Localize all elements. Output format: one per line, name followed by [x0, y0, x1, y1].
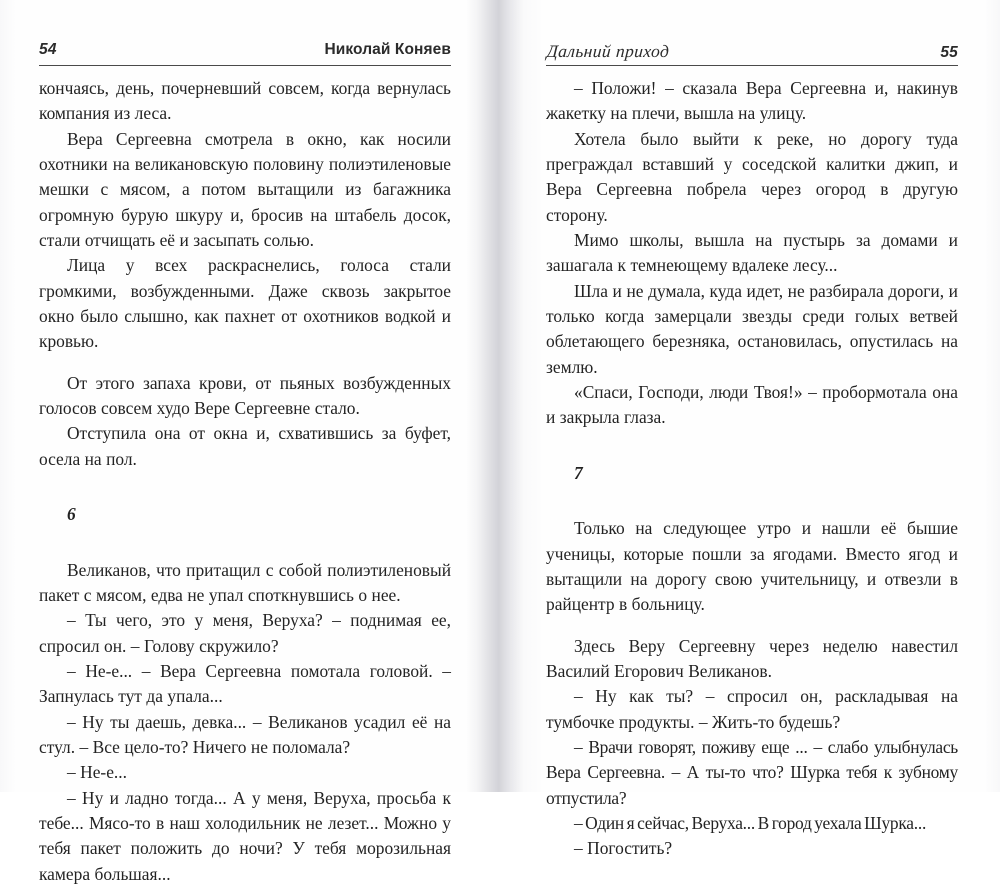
section-spacer-above	[546, 431, 958, 461]
paragraph: – Погостить?	[574, 838, 673, 859]
section-spacer-below	[546, 486, 958, 516]
running-head-rule-right	[546, 65, 958, 66]
section-spacer-below	[39, 528, 451, 558]
paragraph: – Ну ты даешь, девка... – Великанов усадил её на стул. – Все цело-то? Ничего не поломала?	[39, 711, 451, 757]
paragraph: Хотела было выйти к реке, но дорогу туда преграждал вставший у соседской калитки джип, и Вера Сергеевна побрела через огород в другую сторону.	[546, 128, 958, 225]
page-left	[39, 0, 451, 884]
section-number: 7	[574, 462, 583, 483]
running-head-title: Дальний приход	[546, 41, 671, 61]
section-number: 6	[67, 504, 76, 525]
section-spacer-above	[39, 472, 451, 502]
paragraph: Шла и не думала, куда идет, не разбирала дороги, и только когда замерцали звезды среди голых ветвей облетающего березняка, остановилась, опустилась на землю.	[546, 280, 958, 377]
paragraph: Мимо школы, вышла на пустырь за домами и зашагала к темнеющему вдалеке лесу...	[546, 230, 958, 276]
paragraph: От этого запаха крови, от пьяных возбужденных голосов совсем худо Вере Сергеевне стало.	[39, 372, 451, 419]
paragraph: – Один я сейчас, Веруха... В город уехала Шурка...	[574, 812, 927, 833]
paragraph: кончаясь, день, почерневший совсем, когда вернулась компания из леса.	[39, 78, 451, 124]
body-text-left	[39, 76, 451, 887]
paragraph: Лица у всех раскраснелись, голоса стали громкими, возбужденными. Даже сквозь закрытое окно было слышно, как пахнет от охотников водкой и кровью.	[39, 255, 451, 352]
paragraph: – Ты чего, это у меня, Веруха? – поднимая ее, спросил он. – Голову скружило?	[39, 610, 451, 656]
running-head-rule-left	[39, 65, 451, 66]
running-head-left	[39, 41, 451, 71]
paragraph: Здесь Веру Сергеевну через неделю навестил Василий Егорович Великанов.	[546, 635, 958, 681]
running-head-right	[546, 41, 958, 71]
page-right	[546, 0, 958, 859]
paragraph: Вера Сергеевна смотрела в окно, как носили охотники на великановскую половину полиэтиленовые мешки с мясом, а потом вытащили из багажника огромную бурую шкуру и, бросив на штабель досок, стали отчищать её и засыпать солью.	[39, 128, 451, 251]
paragraph: «Спаси, Господи, люди Твоя!» – пробормотала она и закрыла глаза.	[546, 382, 958, 428]
paragraph-spacer	[39, 355, 451, 371]
folio-number-left: 54	[39, 41, 57, 58]
paragraph: Великанов, что притащил с собой полиэтиленовый пакет с мясом, едва не упал споткнувшись о нее.	[39, 559, 451, 605]
paragraph: Отступила она от окна и, схватившись за буфет, осела на пол.	[39, 423, 451, 469]
paragraph: – Ну и ладно тогда... А у меня, Веруха, просьба к тебе... Мясо-то в наш холодильник не лезет... Можно у тебя пакет положить до ночи? У тебя морозильная камера большая...	[39, 787, 451, 884]
paragraph: – Не-е...	[67, 762, 127, 783]
body-text-right	[546, 76, 958, 862]
paragraph: – Ну как ты? – спросил он, раскладывая на тумбочке продукты. – Жить-то будешь?	[546, 686, 958, 732]
folio-number-right: 55	[940, 44, 958, 61]
paragraph-spacer	[546, 618, 958, 634]
paragraph: – Положи! – сказала Вера Сергеевна и, накинув жакетку на плечи, вышла на улицу.	[546, 78, 958, 124]
running-head-author: Николай Коняев	[324, 41, 451, 58]
paragraph: – Не-е... – Вера Сергеевна помотала головой. – Запнулась тут да упала...	[39, 660, 451, 707]
paragraph: Только на следующее утро и нашли её бышие ученицы, которые пошли за ягодами. Вместо ягод и вытащили на дорогу свою учительницу, и отвезли в райцентр в больницу.	[546, 518, 958, 615]
paragraph: – Врачи говорят, поживу еще ... – слабо улыбнулась Вера Сергеевна. – А ты-то что? Шурка тебя к зубному отпустила?	[546, 736, 958, 808]
